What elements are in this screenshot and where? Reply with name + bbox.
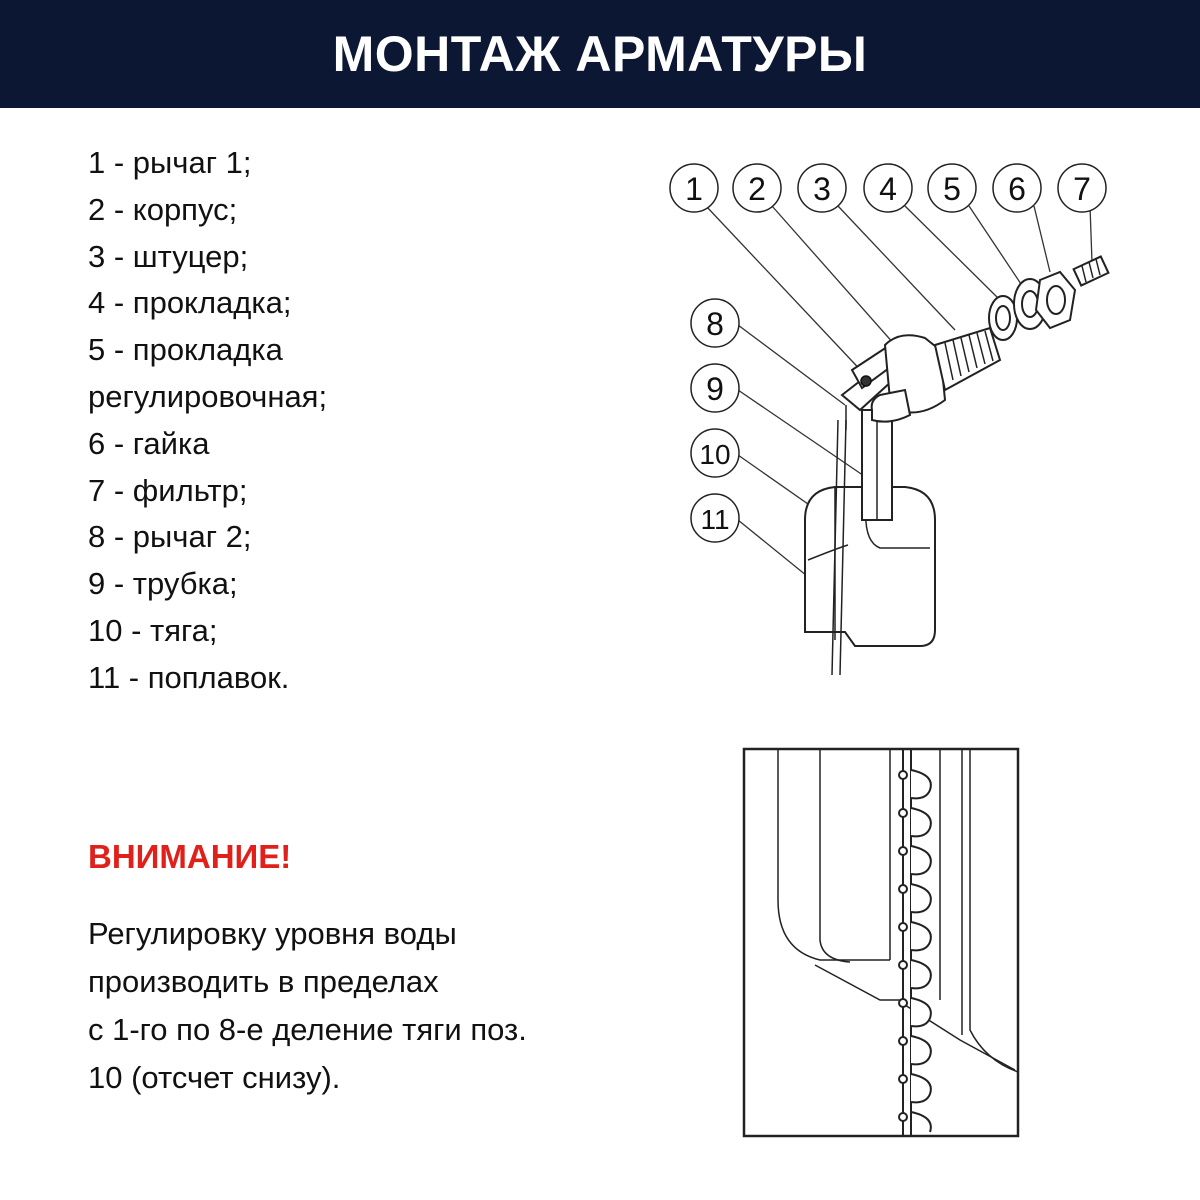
gasket-part (989, 296, 1017, 340)
rod-detail-diagram (740, 745, 1022, 1140)
parts-list-item: 10 - тяга; (88, 612, 218, 648)
fitting-part (935, 328, 1000, 390)
callout-number: 2 (748, 171, 766, 207)
warning-title: ВНИМАНИЕ! (88, 838, 292, 875)
page-title: МОНТАЖ АРМАТУРЫ (332, 26, 868, 82)
parts-list-item: 7 - фильтр; (88, 472, 248, 508)
callout-1 (670, 164, 718, 212)
callout-3 (798, 164, 846, 212)
callout-10 (691, 429, 739, 477)
tube-part (862, 410, 892, 520)
parts-list-item: 2 - корпус; (88, 191, 238, 227)
callout-7 (1058, 164, 1106, 212)
callout-number: 11 (700, 504, 730, 535)
callout-6 (993, 164, 1041, 212)
parts-list-item: 3 - штуцер; (88, 238, 249, 274)
callout-number: 10 (699, 439, 731, 470)
callout-4 (864, 164, 912, 212)
parts-list-item: 6 - гайка (88, 425, 210, 461)
callout-number: 4 (879, 171, 897, 207)
callout-number: 9 (706, 371, 724, 407)
parts-list-item: 9 - трубка; (88, 566, 238, 602)
parts-list-item: 5 - прокладка регулировочная; (88, 332, 328, 414)
callout-5 (928, 164, 976, 212)
filter-part (1074, 257, 1109, 286)
callout-number: 6 (1008, 171, 1026, 207)
parts-list (88, 140, 608, 702)
header-bar (0, 0, 1200, 108)
callout-11 (691, 494, 739, 542)
parts-list-item: 4 - прокладка; (88, 285, 292, 321)
parts-list-item: 11 - поплавок. (88, 659, 290, 695)
callout-2 (733, 164, 781, 212)
callout-number: 5 (943, 171, 961, 207)
callout-number: 8 (706, 306, 724, 342)
callout-9 (691, 364, 739, 412)
callout-number: 1 (685, 171, 703, 207)
parts-list-item: 8 - рычаг 2; (88, 519, 252, 555)
callout-8 (691, 299, 739, 347)
assembly-diagram (660, 150, 1120, 690)
parts-list-item: 1 - рычаг 1; (88, 145, 252, 180)
callout-number: 7 (1073, 171, 1091, 207)
warning-text: Регулировку уровня воды производить в пределах с 1-го по 8-е деление тяги поз. 10 (отсчет снизу). (88, 916, 527, 1095)
callout-number: 3 (813, 171, 831, 207)
